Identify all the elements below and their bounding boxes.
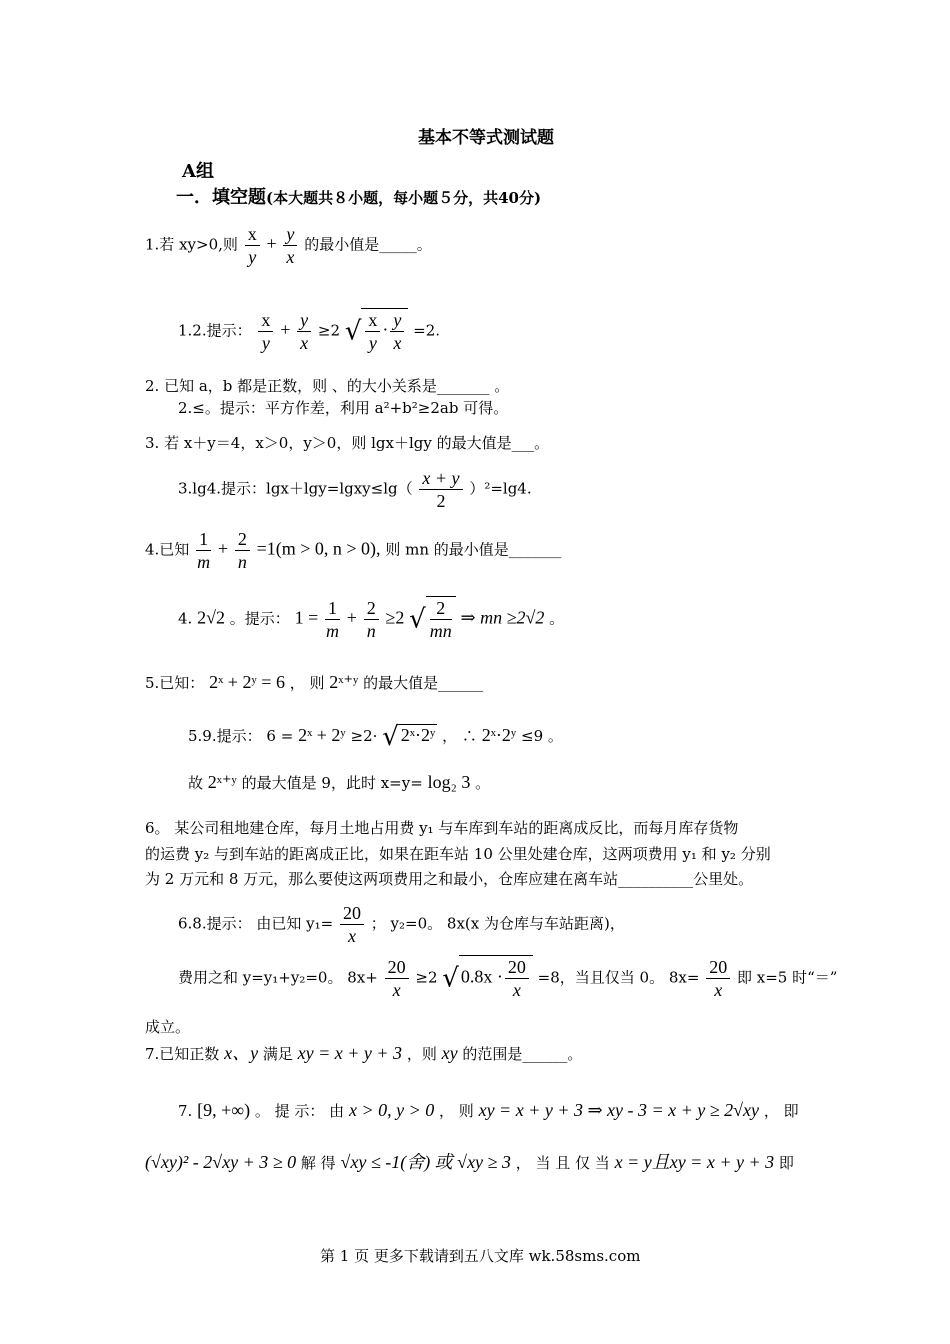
doc-title: 基本不等式测试题 bbox=[418, 128, 554, 148]
page-footer: 第 1 页 更多下载请到五八文库 wk.58sms.com bbox=[320, 1247, 641, 1265]
q6-line-1: 6。 某公司租地建仓库，每月土地占用费 y₁ 与车库到车站的距离成反比，而每月库存货物 bbox=[145, 819, 739, 837]
q1-line: 1.若 xy>0,则 $\frac{x}{y}$ + $\frac{y}{x}$ 的最小值是_____。 bbox=[145, 224, 432, 267]
q5-hint: 5.9.提示： 6 = 2ˣ + 2ʸ ≥2· √ 2ˣ·2ʸ ， ∴ 2ˣ·2ʸ ≤9 。 bbox=[188, 722, 563, 752]
q5-line: 5.已知： 2ˣ + 2ʸ = 6 ， 则 2ˣ⁺ʸ 的最大值是______ bbox=[145, 672, 484, 692]
q2-line: 2. 已知 a，b 都是正数，则 、的大小关系是_______ 。 bbox=[145, 377, 510, 395]
group-label: A组 bbox=[182, 161, 214, 182]
q3-hint: 3.lg4.提示：lgx＋lgy=lgxy≤lg（ $\frac{x + y}{2}$ ）²=lg4. bbox=[178, 468, 532, 511]
sqrt-product: $\frac{x}{y}$ · $\frac{y}{x}$ bbox=[361, 308, 408, 354]
q1-hint: 1.2.提示： $\frac{x}{y}$ + $\frac{y}{x}$ ≥2 √ $\frac{x}{y}$ · $\frac{y}{x}$ =2. bbox=[178, 310, 441, 354]
q7-hint: 7. [9, +∞) 。 提 示： 由 x > 0, y > 0 ， 则 xy = x + y + 3 ⇒ xy - 3 = x + y ≥ 2√xy ， 即 bbox=[178, 1100, 799, 1120]
fraction-x-over-y: $\frac{x}{y}$ bbox=[245, 223, 260, 268]
q7-hint-line-2: (√xy)² - 2√xy + 3 ≥ 0 解 得 √xy ≤ -1(舍) 或 √xy ≥ 3 ， 当 且 仅 当 x = y且xy = x + y + 3 即 bbox=[145, 1152, 794, 1172]
q4-hint: 4. 2√2 。提示： 1 = $\frac{1}{m}$ + $\frac{2}{n}$ ≥2 √ $\frac{2}{mn}$ ⇒ mn ≥2√2 。 bbox=[178, 598, 565, 642]
q3-line: 3. 若 x＋y＝4，x＞0，y＞0，则 lgx＋lgy 的最大值是___。 bbox=[145, 434, 550, 452]
q2-hint: 2.≤。提示：平方作差，利用 a²+b²≥2ab 可得。 bbox=[178, 399, 509, 417]
q5-conclusion: 故 2ˣ⁺ʸ 的最大值是 9，此时 x=y= log₂ 3 。 bbox=[188, 772, 491, 792]
q6-line-2: 的运费 y₂ 与到车站的距离成正比，如果在距车站 10 公里处建仓库，这两项费用 y₁ 和 y₂ 分别 bbox=[145, 845, 771, 863]
section-heading: 一．填空题(本大题共８小题，每小题５分，共40分) bbox=[176, 187, 542, 208]
fraction-y-over-x: $\frac{y}{x}$ bbox=[283, 223, 297, 268]
q6-established: 成立。 bbox=[145, 1018, 191, 1036]
q7-line: 7.已知正数 x、y 满足 xy = x + y + 3 ，则 xy 的范围是______。 bbox=[145, 1043, 583, 1063]
q4-line: 4.已知 $\frac{1}{m}$ + $\frac{2}{n}$ =1(m > 0, n > 0), 则 mn 的最小值是_______ bbox=[145, 529, 562, 572]
q6-sum: 费用之和 y=y₁+y₂=0。 8x+ $\frac{20}{x}$ ≥2 √ 0.8x · $\frac{20}{x}$ =8，当且仅当 0。 8x= $\frac{20}{x}$ 即 x=5 时“＝” bbox=[178, 957, 838, 1001]
q6-hint: 6.8.提示： 由已知 y₁= $\frac{20}{x}$ ； y₂=0。 8x(x 为仓库与车站距离)， bbox=[178, 903, 625, 946]
q6-line-3: 为 2 万元和 8 万元，那么要使这两项费用之和最小，仓库应建在离车站__________公里处。 bbox=[145, 870, 754, 888]
fraction-sum-over-2: $\frac{x + y}{2}$ bbox=[419, 467, 462, 512]
